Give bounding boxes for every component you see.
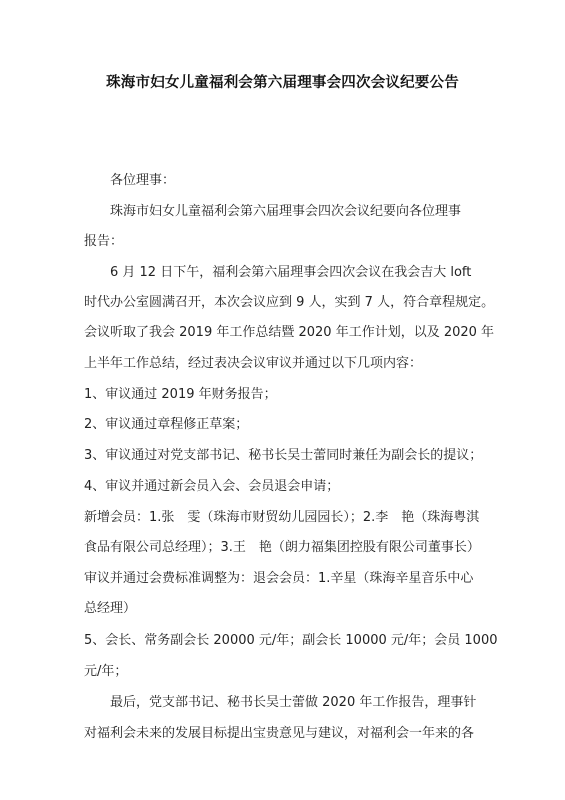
- paragraph-meeting-line-1: 6 月 12 日下午，福利会第六届理事会四次会议在我会吉大 loft: [110, 265, 472, 280]
- paragraph-meeting-line-2: 时代办公室圆满召开，本次会议应到 9 人，实到 7 人，符合章程规定。: [84, 295, 495, 310]
- resolution-item-3: 3、审议通过对党支部书记、秘书长吴士蕾同时兼任为副会长的提议；: [84, 448, 483, 463]
- paragraph-intro-line-2: 报告：: [84, 234, 124, 249]
- paragraph-meeting-line-4: 上半年工作总结，经过表决会议审议并通过以下几项内容：: [84, 356, 423, 371]
- closing-line-2: 对福利会未来的发展目标提出宝贵意见与建议，对福利会一年来的各: [84, 726, 475, 741]
- paragraph-intro-line-1: 珠海市妇女儿童福利会第六届理事会四次会议纪要向各位理事: [110, 204, 462, 219]
- members-line-4: 总经理）: [84, 601, 137, 616]
- paragraph-meeting-line-3: 会议听取了我会 2019 年工作总结暨 2020 年工作计划，以及 2020 年: [84, 325, 495, 340]
- closing-line-1: 最后，党支部书记、秘书长吴士蕾做 2020 年工作报告，理事针: [110, 695, 477, 710]
- fee-line-2: 元/年；: [84, 664, 128, 679]
- members-line-1: 新增会员：1.张 雯（珠海市财贸幼儿园园长）；2.李 艳（珠海粤淇: [84, 510, 480, 525]
- resolution-item-4: 4、审议并通过新会员入会、会员退会申请；: [84, 479, 340, 494]
- document-title: 珠海市妇女儿童福利会第六届理事会四次会议纪要公告: [106, 75, 459, 91]
- fee-line-1: 5、会长、常务副会长 20000 元/年；副会长 10000 元/年；会员 1000: [84, 633, 498, 648]
- members-line-2: 食品有限公司总经理）；3.王 艳（朗力福集团控股有限公司董事长）: [84, 540, 480, 555]
- members-line-3: 审议并通过会费标准调整为：退会会员：1.辛星（珠海辛星音乐中心: [84, 571, 474, 586]
- salutation: 各位理事：: [110, 173, 176, 188]
- resolution-item-2: 2、审议通过章程修正草案；: [84, 417, 249, 432]
- resolution-item-1: 1、审议通过 2019 年财务报告；: [84, 387, 277, 402]
